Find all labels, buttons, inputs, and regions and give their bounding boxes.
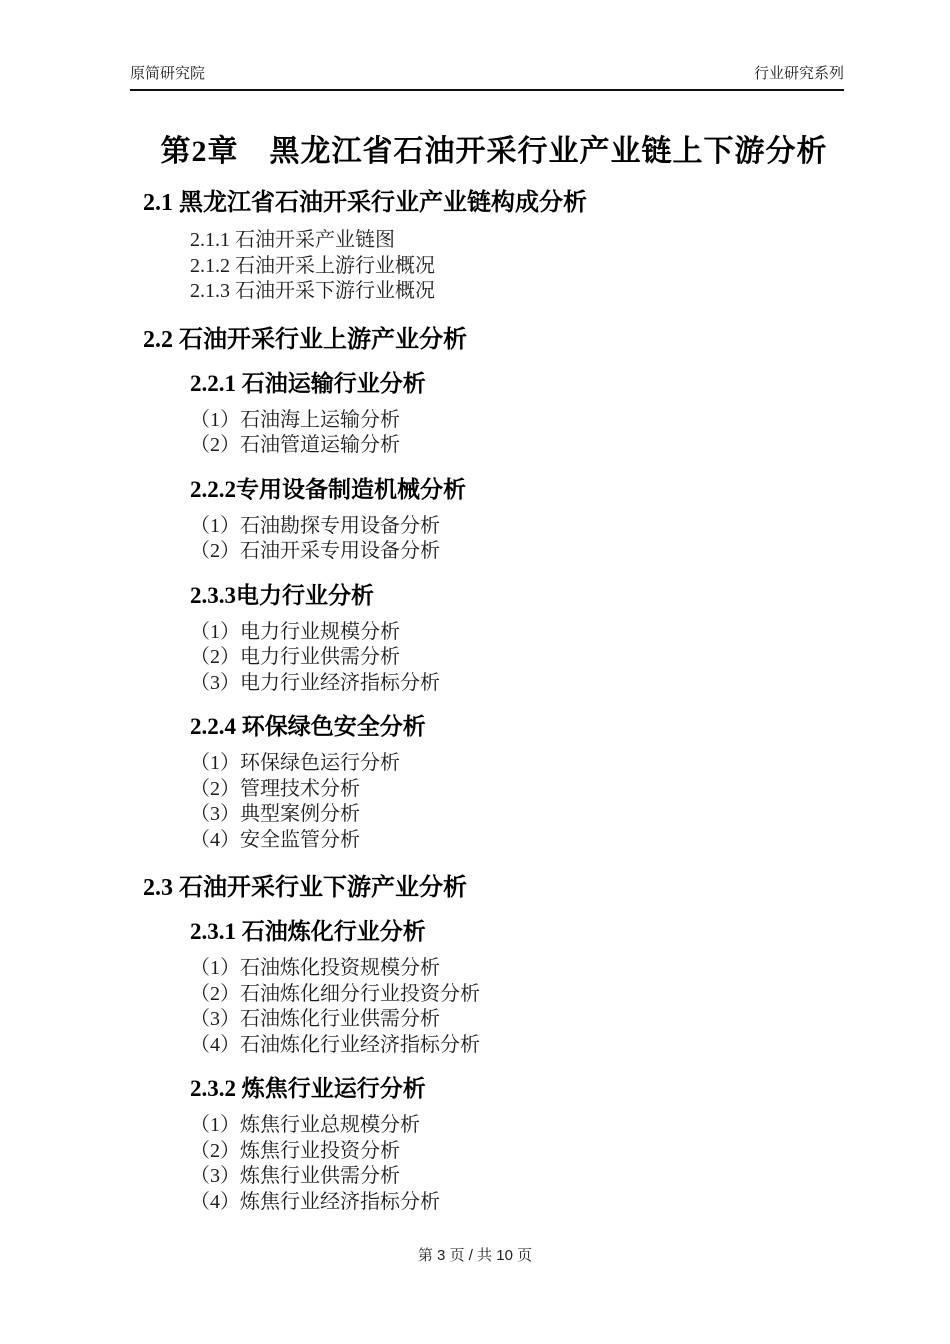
header-right-label: 行业研究系列 <box>753 65 844 82</box>
toc-section-heading: 2.1 黑龙江省石油开采行业产业链构成分析 <box>143 190 587 216</box>
toc-item: 2.1.3 石油开采下游行业概况 <box>190 280 435 302</box>
toc-item: （2）石油炼化细分行业投资分析 <box>190 982 480 1005</box>
toc-subsection-heading: 2.2.2专用设备制造机械分析 <box>190 476 466 502</box>
toc-item: （3）电力行业经济指标分析 <box>190 671 440 694</box>
toc-subsection-heading: 2.3.2 炼焦行业运行分析 <box>190 1076 426 1101</box>
toc-item: 2.1.2 石油开采上游行业概况 <box>190 254 435 277</box>
toc-subsection-heading: 2.3.1 石油炼化行业分析 <box>190 919 426 944</box>
toc-item: （1）炼焦行业总规模分析 <box>190 1114 420 1136</box>
page-header <box>130 62 844 91</box>
page-content <box>143 90 845 1215</box>
toc-item: （1）石油炼化投资规模分析 <box>190 957 440 979</box>
toc-item: （2）石油管道运输分析 <box>190 434 400 456</box>
toc-item: （1）环保绿色运行分析 <box>190 752 400 774</box>
page-number-label: 第 3 页 / 共 10 页 <box>417 1247 533 1264</box>
toc-subsection-heading: 2.2.4 环保绿色安全分析 <box>190 714 426 739</box>
toc-subsection-heading: 2.3.3电力行业分析 <box>190 582 374 608</box>
header-left-label: 原简研究院 <box>130 65 206 82</box>
toc-item: （3）炼焦行业供需分析 <box>190 1165 400 1187</box>
toc-item: （2）电力行业供需分析 <box>190 646 400 668</box>
chapter-title: 第2章 黑龙江省石油开采行业产业链上下游分析 <box>160 135 828 168</box>
toc-item: （1）石油海上运输分析 <box>190 408 400 431</box>
page-footer <box>0 1244 950 1265</box>
toc-section-heading: 2.3 石油开采行业下游产业分析 <box>143 875 467 901</box>
table-of-contents <box>143 190 845 1215</box>
toc-item: 2.1.1 石油开采产业链图 <box>190 229 395 251</box>
toc-item: （2）石油开采专用设备分析 <box>190 540 440 562</box>
toc-item: （1）电力行业规模分析 <box>190 620 400 643</box>
toc-item: （3）典型案例分析 <box>190 803 360 825</box>
toc-item: （2）管理技术分析 <box>190 777 360 800</box>
toc-item: （4）安全监管分析 <box>190 828 360 851</box>
toc-item: （3）石油炼化行业供需分析 <box>190 1008 440 1030</box>
toc-item: （4）石油炼化行业经济指标分析 <box>190 1033 480 1056</box>
toc-section-heading: 2.2 石油开采行业上游产业分析 <box>143 326 467 353</box>
toc-item: （2）炼焦行业投资分析 <box>190 1139 400 1162</box>
toc-item: （4）炼焦行业经济指标分析 <box>190 1190 440 1213</box>
toc-subsection-heading: 2.2.1 石油运输行业分析 <box>190 370 426 396</box>
toc-item: （1）石油勘探专用设备分析 <box>190 514 440 537</box>
